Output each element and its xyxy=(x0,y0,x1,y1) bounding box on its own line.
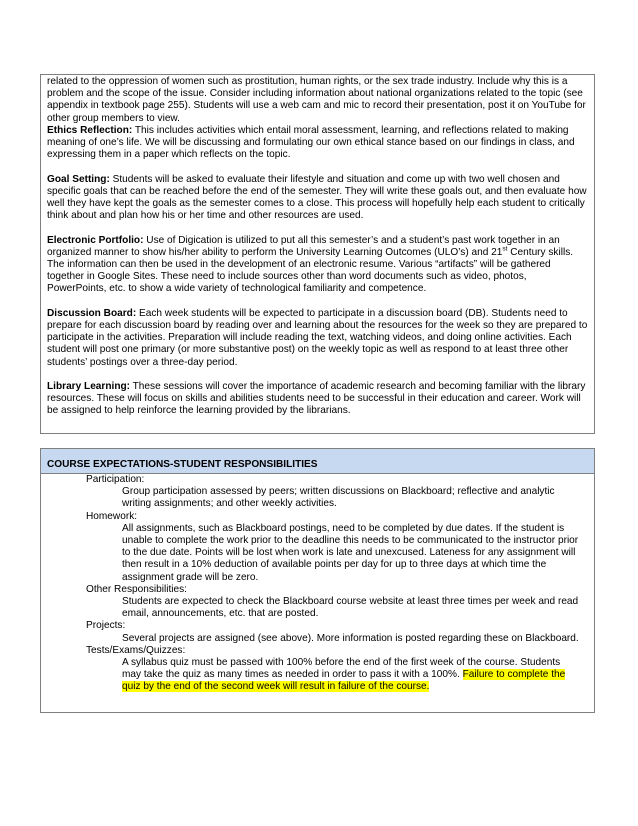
ethics-reflection-paragraph xyxy=(47,125,588,162)
discussion-board-text: Each week students will be expected to participate in a discussion board (DB). Students need to prepare for each discussion board by reading over and learning about the resources for the week so they are prepared to participate in the activities. Preparation will include reading the text, watching videos, and doing online activities. Each student will post one primary (or more substantive post) on the weekly topic as well as respond to at least three other students’ postings over a three-day period. xyxy=(47,307,588,368)
library-learning-paragraph xyxy=(47,381,588,418)
goal-setting-paragraph xyxy=(47,174,588,223)
other-responsibilities-text: Students are expected to check the Blackboard course website at least three times per week and read email, announcements, etc. that are posted. xyxy=(122,596,579,620)
discussion-board-label: Discussion Board: xyxy=(47,307,137,319)
homework-text: All assignments, such as Blackboard postings, need to be completed by due dates. If the student is unable to complete the work prior to the deadline this needs to be communicated to the instructor prior to the due date. Points will be lost when work is late and unexcused. Lateness for any assignment will then result in a 10% deduction of available points per day for up to three days at which time the assignment grade will be zero. xyxy=(122,522,579,583)
course-expectations-box xyxy=(40,448,595,713)
ethics-reflection-label: Ethics Reflection: xyxy=(47,124,133,136)
tests-paragraph xyxy=(41,657,580,694)
participation-label: Participation: xyxy=(86,474,145,485)
tests-label: Tests/Exams/Quizzes: xyxy=(86,644,186,656)
goal-setting-text: Students will be asked to evaluate their lifestyle and situation and come up with two well chosen and specific goals that can be reached before the end of the semester. They will write these goals out, and then evaluate how well they have kept the goals as the semester comes to a close. This process will hopefully help each student to critically think about and plan how his or her time and other resources are used. xyxy=(47,173,587,222)
projects-label: Projects: xyxy=(86,620,126,632)
tests-highlighted-warning: Failure to complete the quiz by the end of the second week will result in failure of the course. xyxy=(122,669,566,693)
ethics-reflection-text: This includes activities which entail moral assessment, learning, and reflections related to making meaning of one’s life. We will be discussing and formulating our own ethical stance based on our findings in class, and expressing them in a paper which reflects on the topic. xyxy=(47,124,575,161)
course-expectations-header: COURSE EXPECTATIONS-STUDENT RESPONSIBILITIES xyxy=(41,449,594,474)
electronic-portfolio-text-a: Use of Digication is utilized to put all this semester’s and a student’s past work together in an organized manner to show his/her ability to perform the University Learning Outcomes (ULO’s) and 21 xyxy=(47,234,560,258)
assignments-description-box xyxy=(40,74,595,434)
course-expectations-content xyxy=(41,474,594,694)
electronic-portfolio-text-b: Century skills. The information can then be used in the development of an electronic resume. Various “artifacts” will be gathered together in Google Sites. These need to include sources other than word documents such as video, photos, PowerPoints, etc. to show a wide variety of technological familiarity and competence. xyxy=(47,246,574,295)
library-learning-text: These sessions will cover the importance of academic research and becoming familiar with the library resources. These will focus on skills and abilities students need to be successful in their education and career. Work will be assigned to help reinforce the learning provided by the librarians. xyxy=(47,381,586,417)
superscript-st: st xyxy=(502,245,508,253)
tests-text: A syllabus quiz must be passed with 100% before the end of the first week of the course. Students may take the quiz as many times as needed in order to pass it with a 100%. xyxy=(122,657,561,681)
electronic-portfolio-label: Electronic Portfolio: xyxy=(47,234,144,246)
discussion-board-paragraph xyxy=(47,308,588,369)
goal-setting-label: Goal Setting: xyxy=(47,173,110,185)
presentation-paragraph: related to the oppression of women such as prostitution, human rights, or the sex trade industry. Include why this is a problem and the scope of the issue. Consider including information about national organizations related to the topic (see appendix in textbook page 255). Students will use a web cam and mic to record their presentation, post it on YouTube for other group members to view. xyxy=(47,76,586,124)
electronic-portfolio-paragraph xyxy=(47,235,588,296)
participation-text: Group participation assessed by peers; written discussions on Blackboard; reflective and analytic writing assignments; and other weekly activities. xyxy=(122,486,555,510)
library-learning-label: Library Learning: xyxy=(47,381,131,393)
other-responsibilities-label: Other Responsibilities: xyxy=(86,583,187,595)
homework-label: Homework: xyxy=(86,510,138,522)
projects-text: Several projects are assigned (see above). More information is posted regarding these on Blackboard. xyxy=(122,632,579,644)
